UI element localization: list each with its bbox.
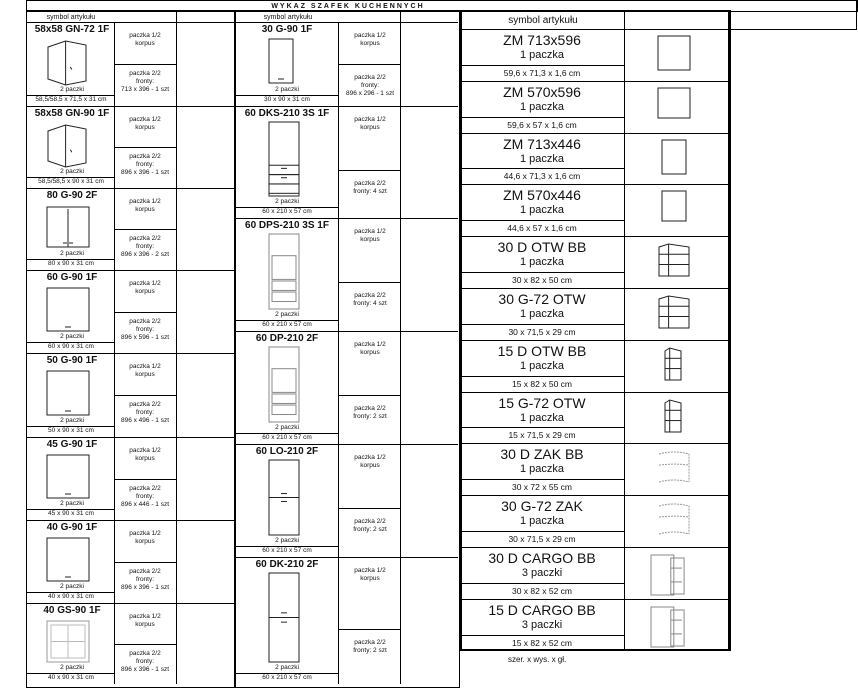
package-count: 1 paczka: [519, 308, 565, 320]
cabinet-name: 58x58 GN-90 1F: [34, 108, 110, 119]
single-door-upper-cabinet-icon: [44, 368, 92, 418]
tall-oven-cabinet-icon: [266, 345, 302, 424]
glass-door-cabinet-icon: [44, 618, 92, 665]
tall-fridge-cabinet-icon: [266, 571, 302, 664]
product-name: 15 D CARGO BB: [488, 602, 596, 618]
dimensions: 60 x 210 x 57 cm: [262, 434, 312, 441]
cargo-cabinet-icon: [648, 604, 686, 650]
row-divider: [26, 520, 234, 521]
dimensions: 58,5/58,5 x 90 x 31 cm: [38, 178, 104, 185]
package-count: 2 paczki: [60, 583, 84, 590]
package-count: 1 paczka: [519, 412, 565, 424]
dimensions: 40 x 90 x 31 cm: [48, 674, 94, 681]
row-divider: [26, 106, 234, 107]
cabinet-name: 60 DPS-210 3S 1F: [245, 220, 329, 231]
narrow-upper-cabinet-icon: [266, 36, 296, 86]
package-1-desc: paczka 1/2 korpus: [354, 341, 386, 357]
package-1-desc: paczka 1/2 korpus: [129, 447, 161, 463]
corner-shelf-icon: [656, 448, 692, 486]
cabinet-name: 60 DKS-210 3S 1F: [244, 108, 330, 119]
package-count: 2 paczki: [60, 500, 84, 507]
single-door-upper-cabinet-icon: [44, 535, 92, 584]
front-panel-icon: [656, 34, 692, 72]
dimensions: 59,6 x 57 x 1,6 cm: [507, 120, 577, 130]
corner-upper-cabinet-icon: [44, 121, 92, 169]
package-2-desc: paczka 2/2 fronty: 4 szt: [353, 292, 387, 308]
dimensions: 40 x 90 x 31 cm: [48, 593, 94, 600]
open-shelf-icon: [656, 293, 692, 331]
single-door-upper-cabinet-icon: [44, 452, 92, 501]
dimensions: 60 x 210 x 57 cm: [262, 674, 312, 681]
package-1-desc: paczka 1/2 korpus: [354, 228, 386, 244]
narrow-open-shelf-icon: [662, 345, 684, 383]
package-1-desc: paczka 1/2 korpus: [129, 116, 161, 132]
package-1-desc: paczka 1/2 korpus: [354, 567, 386, 583]
dimensions: 15 x 82 x 52 cm: [511, 638, 572, 648]
product-name: ZM 713x446: [503, 136, 581, 152]
cabinet-name: 50 G-90 1F: [46, 355, 98, 366]
row-divider: [26, 270, 234, 271]
package-count: 1 paczka: [519, 360, 565, 372]
cargo-cabinet-icon: [648, 552, 686, 598]
row-divider: [26, 353, 234, 354]
package-count: 2 paczki: [275, 86, 299, 93]
package-2-desc: paczka 2/2 fronty: 896 x 296 - 1 szt: [345, 74, 395, 98]
corner-upper-cabinet-icon: [44, 37, 92, 87]
package-1-desc: paczka 1/2 korpus: [129, 363, 161, 379]
package-1-desc: paczka 1/2 korpus: [129, 613, 161, 629]
double-door-upper-cabinet-icon: [44, 203, 92, 251]
cabinet-name: 80 G-90 2F: [46, 190, 98, 201]
package-1-desc: paczka 1/2 korpus: [354, 116, 386, 132]
package-count: 1 paczka: [519, 515, 565, 527]
package-2-desc: paczka 2/2 fronty: 896 x 396 - 1 szt: [120, 650, 170, 674]
dimensions: 44,6 x 57 x 1,6 cm: [507, 223, 577, 233]
package-count: 2 paczki: [275, 664, 299, 671]
package-count: 1 paczka: [519, 101, 565, 113]
package-2-desc: paczka 2/2 fronty: 2 szt: [353, 518, 387, 534]
package-count: 2 paczki: [275, 311, 299, 318]
left-header-label: symbol artykułu: [46, 14, 96, 21]
product-name: 15 G-72 OTW: [498, 395, 586, 411]
narrow-open-shelf-icon: [662, 397, 684, 435]
dimensions: 30 x 71,5 x 29 cm: [508, 327, 576, 337]
package-count: 2 paczki: [60, 664, 84, 671]
package-count: 2 paczki: [60, 417, 84, 424]
dimensions: 30 x 82 x 52 cm: [511, 586, 572, 596]
package-count: 1 paczka: [519, 463, 565, 475]
package-2-desc: paczka 2/2 fronty: 896 x 396 - 1 szt: [120, 568, 170, 592]
product-name: 30 D OTW BB: [497, 239, 587, 255]
package-count: 1 paczka: [519, 153, 565, 165]
package-count: 2 paczki: [275, 537, 299, 544]
single-door-upper-cabinet-icon: [44, 285, 92, 334]
product-name: 30 G-72 OTW: [498, 291, 586, 307]
dimensions: 44,6 x 71,3 x 1,6 cm: [503, 171, 581, 181]
package-2-desc: paczka 2/2 fronty: 4 szt: [353, 180, 387, 196]
package-2-desc: paczka 2/2 fronty: 896 x 446 - 1 szt: [120, 485, 170, 509]
dimensions: 60 x 210 x 57 cm: [262, 208, 312, 215]
row-divider: [26, 603, 234, 604]
tall-oven-cabinet-icon: [266, 232, 302, 311]
package-2-desc: paczka 2/2 fronty: 896 x 596 - 1 szt: [120, 318, 170, 342]
dimensions: 45 x 90 x 31 cm: [48, 510, 94, 517]
dimensions: 30 x 90 x 31 cm: [264, 96, 310, 103]
dimensions: 60 x 90 x 31 cm: [48, 343, 94, 350]
dimensions-legend: szer. x wys. x gł.: [508, 655, 567, 664]
dimensions: 60 x 210 x 57 cm: [262, 547, 312, 554]
dimensions: 59,6 x 71,3 x 1,6 cm: [503, 68, 581, 78]
package-1-desc: paczka 1/2 korpus: [129, 32, 161, 48]
cabinet-name: 30 G-90 1F: [261, 24, 313, 35]
title-strip: [26, 0, 858, 12]
package-count: 2 paczki: [275, 424, 299, 431]
product-name: ZM 570x596: [503, 84, 581, 100]
package-2-desc: paczka 2/2 fronty: 713 x 396 - 1 szt: [120, 70, 170, 94]
sheet-title: WYKAZ SZAFEK KUCHENNYCH: [271, 3, 425, 10]
cabinet-name: 45 G-90 1F: [46, 439, 98, 450]
package-1-desc: paczka 1/2 korpus: [354, 454, 386, 470]
product-name: ZM 570x446: [503, 187, 581, 203]
package-2-desc: paczka 2/2 fronty: 896 x 396 - 2 szt: [120, 235, 170, 259]
dimensions: 30 x 82 x 50 cm: [511, 275, 572, 285]
package-1-desc: paczka 1/2 korpus: [354, 32, 386, 48]
package-count: 3 paczki: [521, 567, 563, 579]
product-name: 30 D ZAK BB: [500, 446, 584, 462]
corner-shelf-icon: [656, 500, 692, 538]
cabinet-name: 60 DK-210 2F: [255, 559, 319, 570]
package-2-desc: paczka 2/2 fronty: 2 szt: [353, 639, 387, 655]
package-1-desc: paczka 1/2 korpus: [129, 530, 161, 546]
package-count: 2 paczki: [60, 333, 84, 340]
cabinet-name: 60 LO-210 2F: [255, 446, 319, 457]
dimensions: 80 x 90 x 31 cm: [48, 260, 94, 267]
product-name: 15 D OTW BB: [497, 343, 587, 359]
front-panel-icon: [656, 86, 692, 120]
package-2-desc: paczka 2/2 fronty: 2 szt: [353, 405, 387, 421]
package-1-desc: paczka 1/2 korpus: [129, 280, 161, 296]
package-count: 1 paczka: [519, 49, 565, 61]
dimensions: 50 x 90 x 31 cm: [48, 427, 94, 434]
package-count: 3 paczki: [521, 619, 563, 631]
dimensions: 30 x 72 x 55 cm: [511, 482, 572, 492]
dimensions: 15 x 71,5 x 29 cm: [508, 430, 576, 440]
package-count: 1 paczka: [519, 256, 565, 268]
product-name: ZM 713x596: [503, 32, 581, 48]
cabinet-name: 40 GS-90 1F: [43, 605, 101, 616]
dimensions: 15 x 82 x 50 cm: [511, 379, 572, 389]
cabinet-name: 60 DP-210 2F: [255, 333, 319, 344]
package-count: 2 paczki: [275, 198, 299, 205]
right-header-label: symbol artykułu: [508, 15, 578, 26]
dimensions: 30 x 71,5 x 29 cm: [508, 534, 576, 544]
open-shelf-icon: [656, 241, 692, 279]
cabinet-name: 58x58 GN-72 1F: [34, 24, 110, 35]
package-count: 2 paczki: [60, 250, 84, 257]
middle-header-label: symbol artykułu: [263, 14, 313, 21]
package-2-desc: paczka 2/2 fronty: 896 x 496 - 1 szt: [120, 401, 170, 425]
dimensions: 60 x 210 x 57 cm: [262, 321, 312, 328]
package-count: 2 paczki: [60, 168, 84, 175]
product-name: 30 D CARGO BB: [488, 550, 596, 566]
package-2-desc: paczka 2/2 fronty: 896 x 396 - 1 szt: [120, 153, 170, 177]
product-name: 30 G-72 ZAK: [501, 498, 583, 514]
package-count: 2 paczki: [60, 86, 84, 93]
cabinet-name: 60 G-90 1F: [46, 272, 98, 283]
row-divider: [26, 188, 234, 189]
package-1-desc: paczka 1/2 korpus: [129, 198, 161, 214]
cabinet-name: 40 G-90 1F: [46, 522, 98, 533]
tall-fridge-cabinet-icon: [266, 458, 302, 537]
package-count: 1 paczka: [519, 204, 565, 216]
front-panel-icon: [660, 189, 688, 223]
tall-cabinet-drawers-icon: [266, 120, 302, 198]
row-divider: [26, 437, 234, 438]
front-panel-icon: [660, 138, 688, 176]
dimensions: 58,5/58,5 x 71,5 x 31 cm: [35, 96, 107, 103]
